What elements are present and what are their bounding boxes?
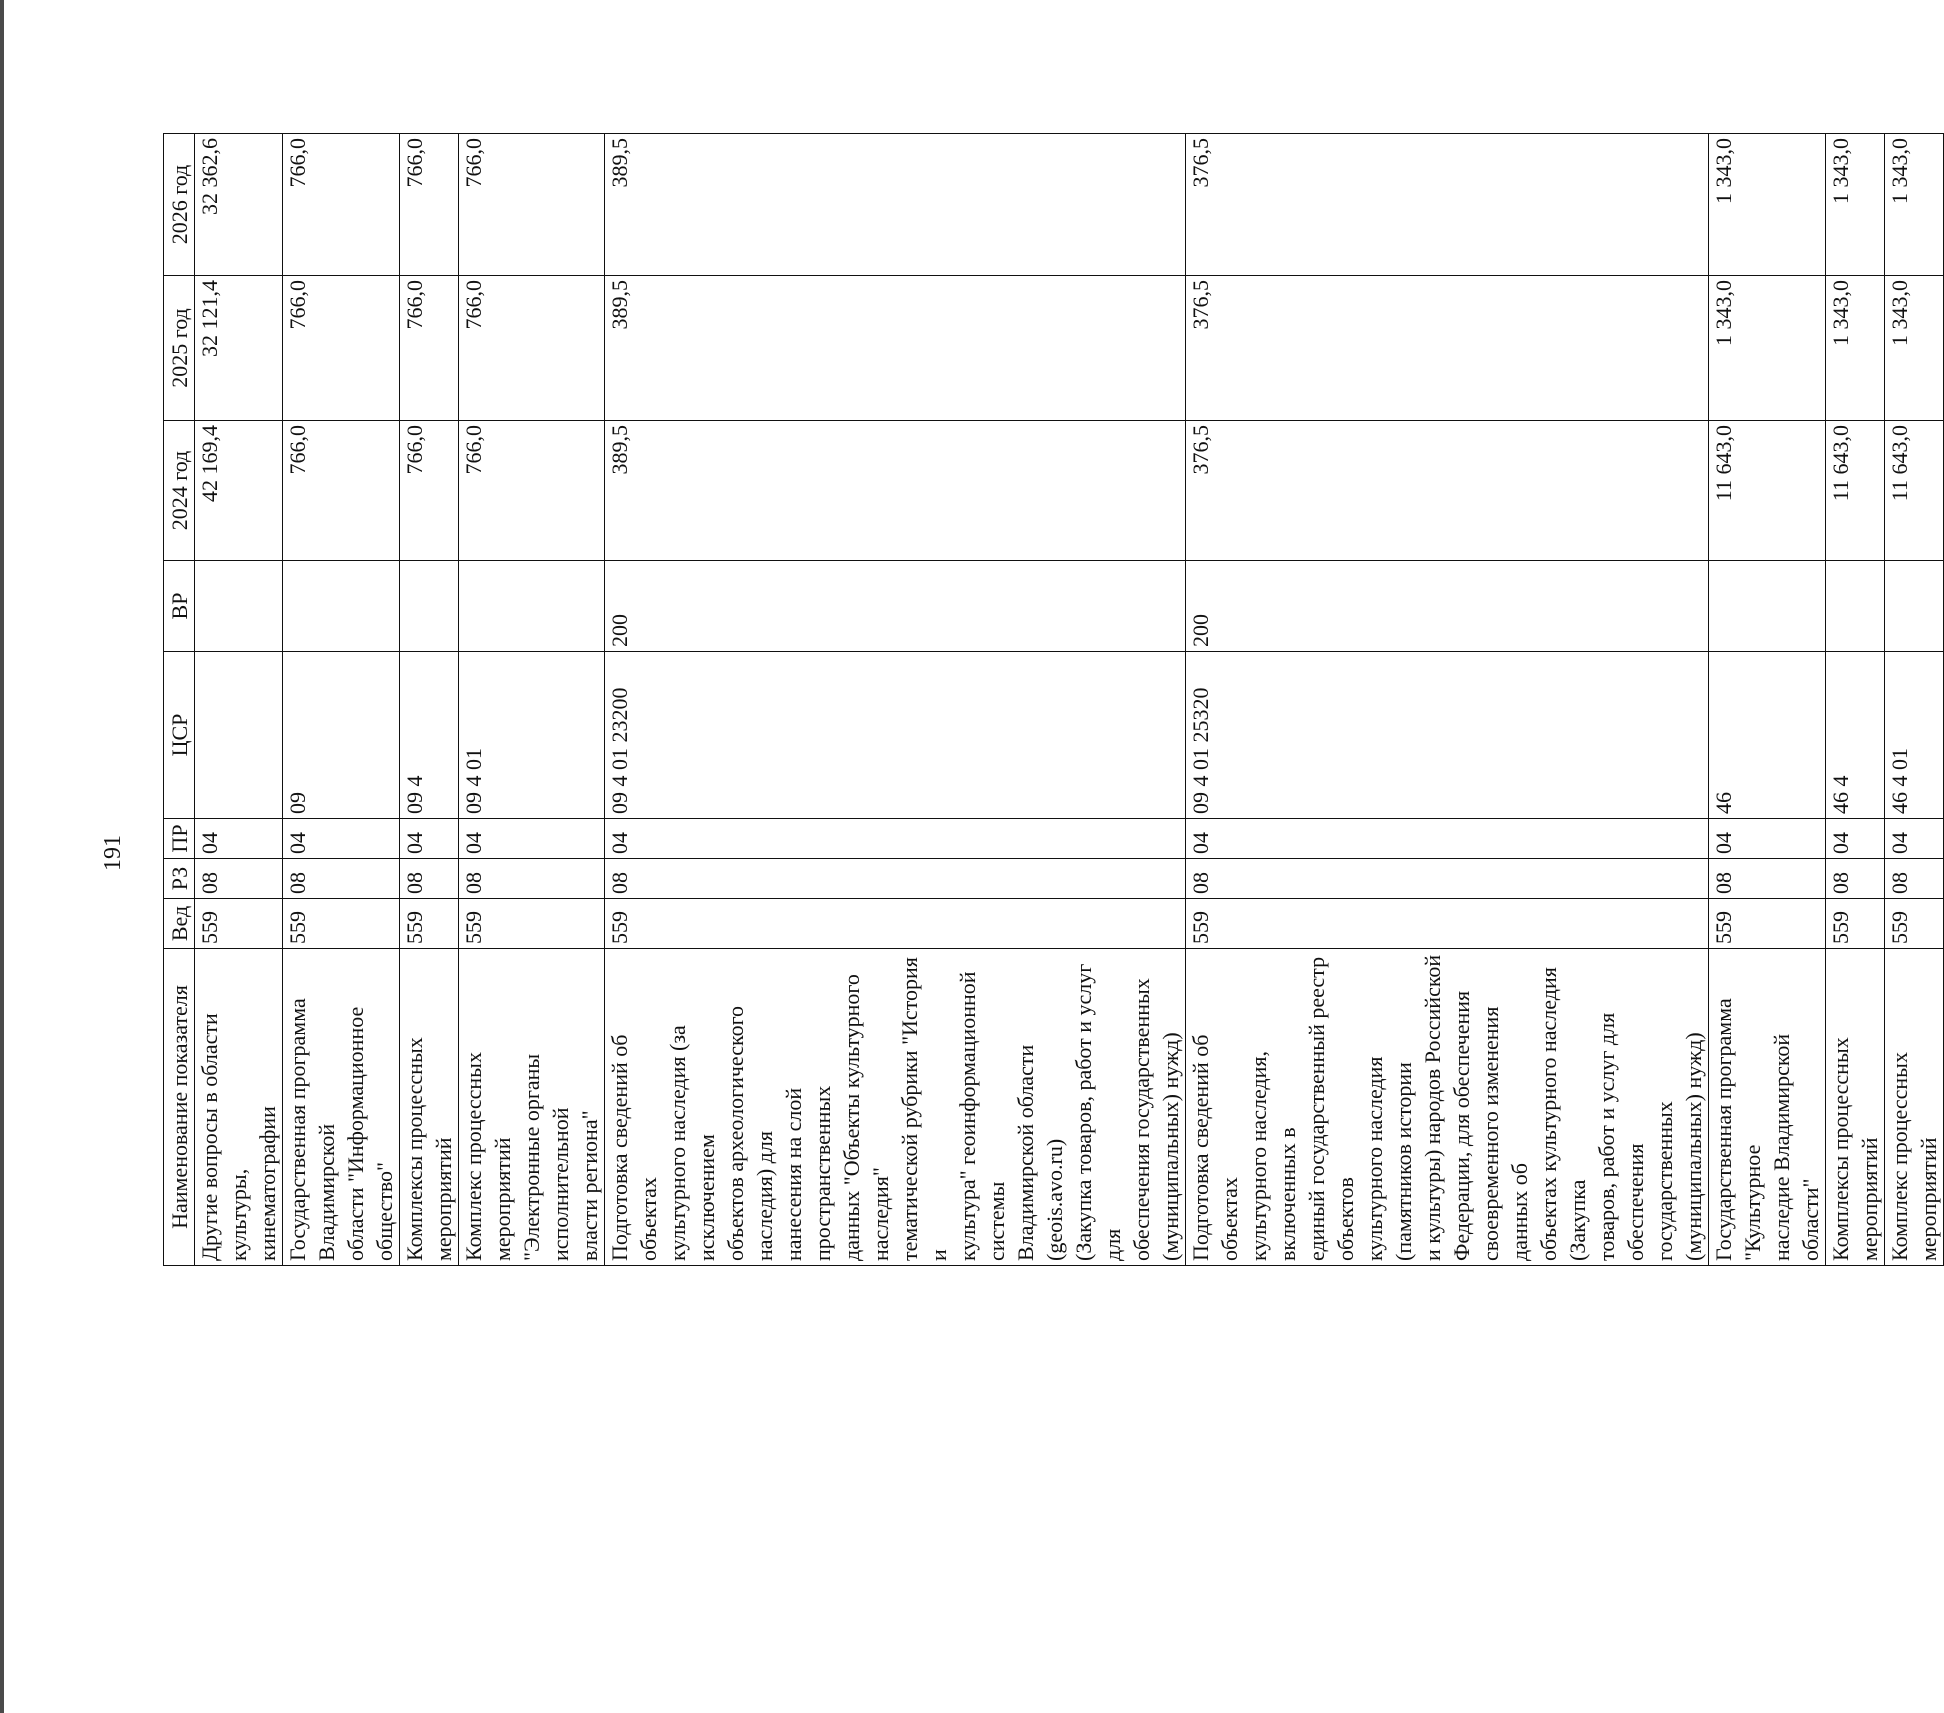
budget-table [163,133,1944,1266]
cell-csr: 09 4 01 23200 [605,652,1186,819]
cell-2026: 1 343,0 [1885,134,1944,276]
header-2026: 2026 год [164,134,195,276]
cell-2025: 1 343,0 [1826,276,1885,421]
cell-2024: 11 643,0 [1826,421,1885,561]
cell-rz: 08 [1826,859,1885,899]
cell-name-line: объектах культурного наследия (Закупка [1536,967,1590,1261]
cell-name [283,949,400,1266]
cell-pr: 04 [400,819,459,859]
cell-2024: 376,5 [1186,421,1709,561]
cell-vr [1885,561,1944,652]
table-row [195,134,283,1266]
page-number: 191 [100,835,126,871]
cell-ved: 559 [195,899,283,949]
cell-name-line: Комплексы процессных мероприятий [1828,1037,1882,1261]
cell-pr: 04 [459,819,605,859]
cell-rz: 08 [1186,859,1709,899]
cell-name-line: культурного наследия (за исключением [665,1025,719,1261]
cell-name-line: тематической рубрики "История и [897,957,951,1261]
cell-pr: 04 [605,819,1186,859]
cell-csr: 09 4 01 25320 [1186,652,1709,819]
cell-rz: 08 [605,859,1186,899]
cell-rz: 08 [459,859,605,899]
cell-pr: 04 [283,819,400,859]
cell-name [195,949,283,1266]
cell-vr [283,561,400,652]
cell-name-line: объектов археологического наследия) для [723,1005,777,1261]
table-row [1826,134,1885,1266]
cell-ved: 559 [1826,899,1885,949]
cell-name-line: государственных (муниципальных) нужд) [1652,1032,1706,1261]
cell-2025: 389,5 [605,276,1186,421]
cell-csr: 46 4 [1826,652,1885,819]
table-row [1885,134,1944,1266]
cell-csr: 46 [1709,652,1826,819]
table-row [1709,134,1826,1266]
cell-vr: 200 [605,561,1186,652]
cell-vr [1709,561,1826,652]
cell-csr [195,652,283,819]
cell-2026: 1 343,0 [1709,134,1826,276]
cell-name-line: единый государственный реестр объектов [1304,956,1358,1261]
cell-2026: 1 343,0 [1826,134,1885,276]
cell-rz: 08 [400,859,459,899]
cell-name-line: культурного наследия (памятников истории [1362,1056,1416,1261]
rotated-table-container [163,134,1941,1266]
cell-name-line: "Электронные органы исполнительной [519,1053,573,1261]
cell-name-line: обеспечения государственных [1129,978,1154,1261]
cell-ved: 559 [1709,899,1826,949]
cell-name [459,949,605,1266]
cell-name-line: Государственная программа "Культурное [1711,998,1765,1261]
cell-name [605,949,1186,1266]
cell-name-line: и культуры) народов Российской [1420,954,1445,1261]
cell-2024: 11 643,0 [1885,421,1944,561]
cell-2024: 389,5 [605,421,1186,561]
header-2024: 2024 год [164,421,195,561]
cell-name-line: кинематографии [255,1106,280,1261]
cell-name [1826,949,1885,1266]
cell-ved: 559 [1885,899,1944,949]
header-2025: 2025 год [164,276,195,421]
cell-2025: 1 343,0 [1885,276,1944,421]
cell-ved: 559 [459,899,605,949]
cell-pr: 04 [1885,819,1944,859]
cell-name-line: Комплекс процессных мероприятий [461,1052,515,1261]
cell-pr: 04 [1826,819,1885,859]
cell-2025: 1 343,0 [1709,276,1826,421]
cell-vr: 200 [1186,561,1709,652]
cell-ved: 559 [1186,899,1709,949]
cell-name-line: наследие Владимирской области" [1769,1033,1823,1261]
cell-csr: 46 4 01 [1885,652,1944,819]
cell-2024: 11 643,0 [1709,421,1826,561]
cell-pr: 04 [1709,819,1826,859]
header-name: Наименование показателя [164,949,195,1266]
cell-name [400,949,459,1266]
cell-2025: 376,5 [1186,276,1709,421]
header-ved: Вед [164,899,195,949]
cell-name-line: области "Информационное общество" [343,1006,397,1261]
cell-name-line: (Закупка товаров, работ и услуг для [1071,963,1125,1261]
cell-vr [195,561,283,652]
cell-name-line: (муниципальных) нужд) [1158,1032,1183,1261]
cell-name-line: Другие вопросы в области культуры, [197,1013,251,1261]
cell-2024: 766,0 [400,421,459,561]
cell-2026: 766,0 [283,134,400,276]
cell-2025: 766,0 [459,276,605,421]
cell-name-line: Федерации, для обеспечения [1449,990,1474,1261]
table-header-row [164,134,195,1266]
cell-rz: 08 [283,859,400,899]
header-pr: ПР [164,819,195,859]
table-row [605,134,1186,1266]
cell-name-line: данных "Объекты культурного наследия" [839,974,893,1261]
cell-name-line: Комплексы процессных мероприятий [402,1037,456,1261]
cell-vr [400,561,459,652]
table-row [283,134,400,1266]
cell-2026: 389,5 [605,134,1186,276]
cell-name-line: власти региона" [577,1110,602,1261]
header-csr: ЦСР [164,652,195,819]
cell-name-line: Подготовка сведений об объектах [607,1034,661,1261]
cell-name-line: Подготовка сведений об объектах [1188,1034,1242,1261]
cell-vr [459,561,605,652]
cell-rz: 08 [1885,859,1944,899]
cell-rz: 08 [195,859,283,899]
cell-name-line: Комплекс процессных мероприятий [1887,1052,1941,1261]
header-rz: РЗ [164,859,195,899]
cell-2026: 32 362,6 [195,134,283,276]
cell-pr: 04 [1186,819,1709,859]
cell-name-line: культурного наследия, включенных в [1246,1051,1300,1261]
cell-2025: 766,0 [283,276,400,421]
cell-ved: 559 [605,899,1186,949]
cell-2024: 766,0 [459,421,605,561]
cell-name-line: нанесения на слой пространственных [781,1085,835,1261]
header-vr: ВР [164,561,195,652]
cell-name [1885,949,1944,1266]
cell-ved: 559 [400,899,459,949]
table-row [459,134,605,1266]
scan-edge [0,0,4,1713]
cell-2026: 376,5 [1186,134,1709,276]
cell-csr: 09 [283,652,400,819]
table-row [400,134,459,1266]
cell-2026: 766,0 [400,134,459,276]
cell-2025: 32 121,4 [195,276,283,421]
cell-rz: 08 [1709,859,1826,899]
cell-name-line: товаров, работ и услуг для обеспечения [1594,1012,1648,1261]
cell-ved: 559 [283,899,400,949]
table-row [1186,134,1709,1266]
cell-name-line: Владимирской области (geois.avo.ru) [1013,1044,1067,1261]
cell-name [1709,949,1826,1266]
cell-vr [1826,561,1885,652]
cell-2026: 766,0 [459,134,605,276]
cell-2024: 766,0 [283,421,400,561]
cell-pr: 04 [195,819,283,859]
cell-2025: 766,0 [400,276,459,421]
table-body [195,134,1944,1266]
cell-name-line: Государственная программа Владимирской [285,998,339,1261]
cell-name-line: культура" геоинформационной системы [955,971,1009,1261]
cell-csr: 09 4 [400,652,459,819]
cell-name [1186,949,1709,1266]
cell-csr: 09 4 01 [459,652,605,819]
cell-name-line: своевременного изменения данных об [1478,1006,1532,1261]
cell-2024: 42 169,4 [195,421,283,561]
